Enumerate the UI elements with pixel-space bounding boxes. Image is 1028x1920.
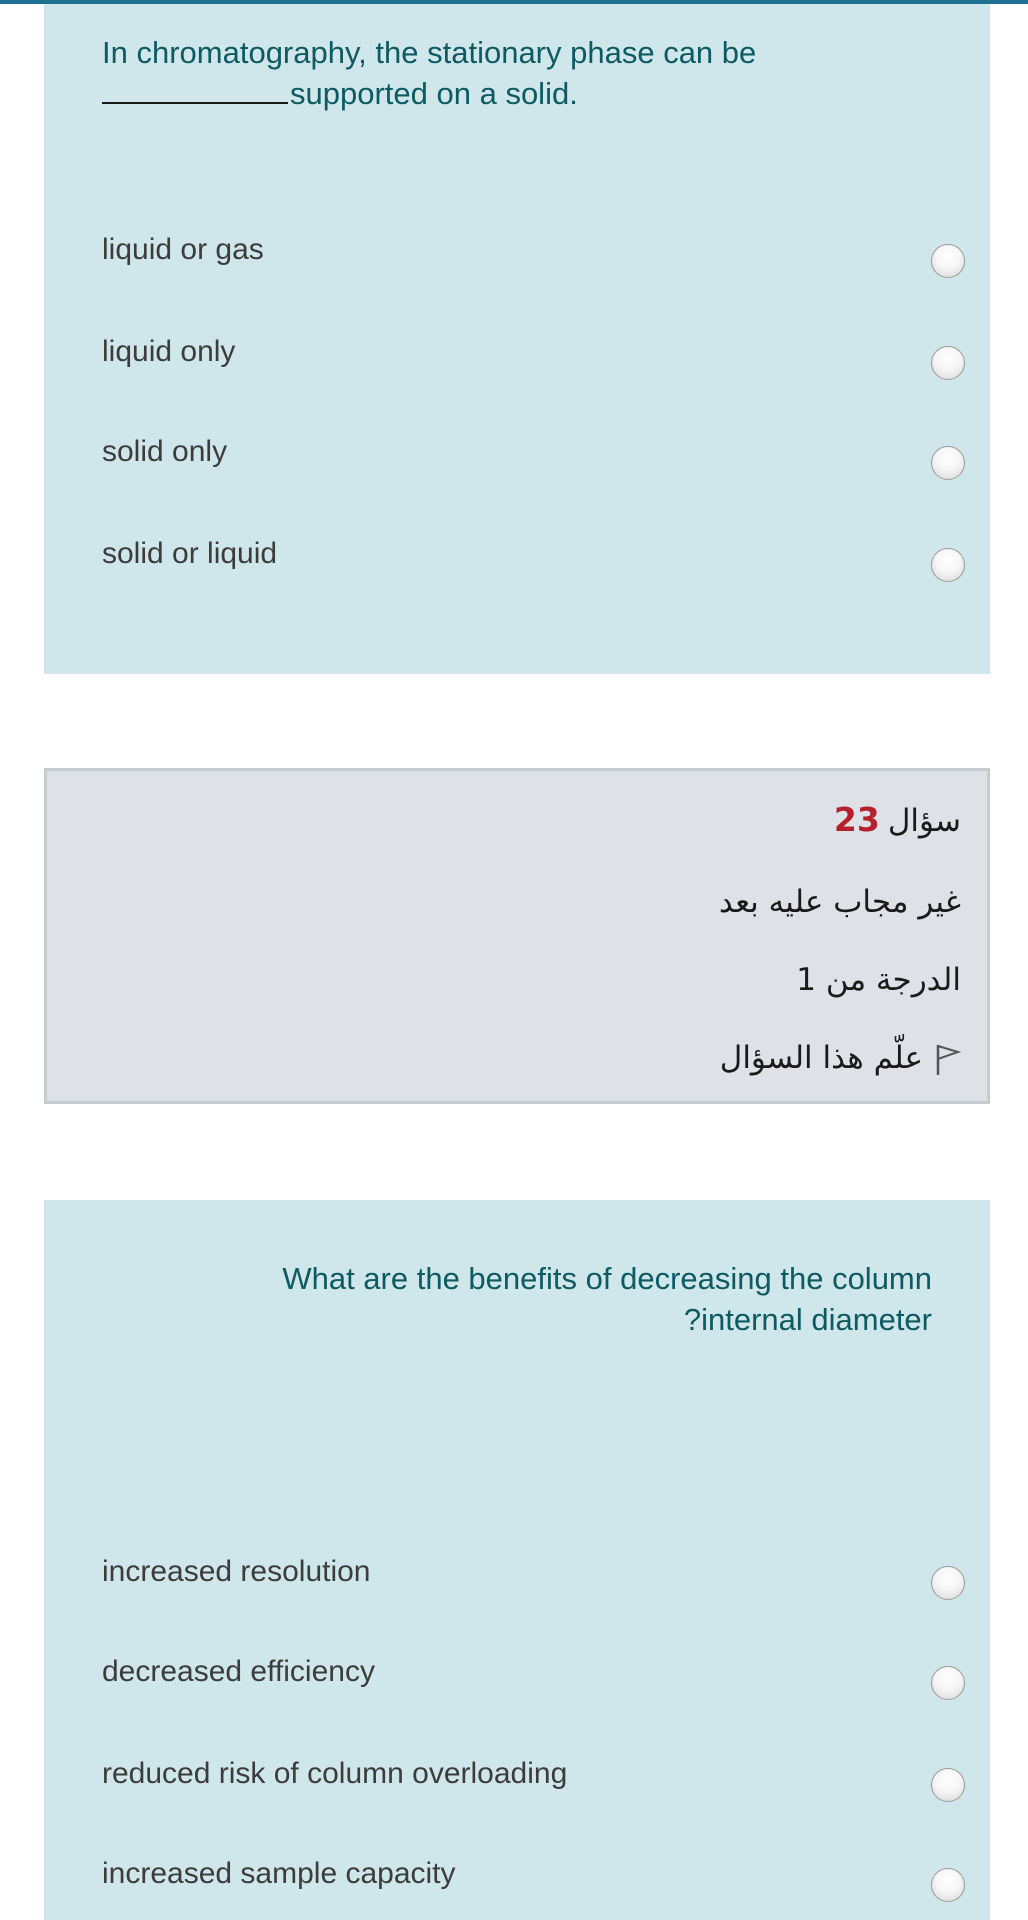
answer-label: increased sample capacity: [102, 1857, 456, 1890]
question-23-text: [172, 1258, 932, 1340]
radio-button[interactable]: [931, 1566, 965, 1600]
radio-button[interactable]: [931, 1868, 965, 1902]
radio-button[interactable]: [931, 346, 965, 380]
radio-button[interactable]: [931, 1666, 965, 1700]
answer-option[interactable]: [102, 332, 990, 392]
question-22-text: [102, 32, 942, 114]
question-grade: الدرجة من 1: [796, 962, 961, 998]
question-number-value: 23: [833, 800, 880, 839]
question-22-panel: [44, 4, 990, 674]
answer-option[interactable]: [102, 534, 990, 594]
radio-button[interactable]: [931, 244, 965, 278]
question-22-text-line2: [102, 73, 942, 114]
answer-label: increased resolution: [102, 1555, 371, 1588]
answer-label: reduced risk of column overloading: [102, 1757, 568, 1790]
answer-option[interactable]: [102, 1652, 990, 1712]
answer-option[interactable]: [102, 230, 990, 290]
question-number-word: سؤال: [887, 803, 961, 839]
radio-button[interactable]: [931, 1768, 965, 1802]
answer-label: solid only: [102, 435, 228, 468]
answer-option[interactable]: [102, 1854, 990, 1914]
question-number: [834, 799, 961, 842]
flag-outline-icon[interactable]: [935, 1043, 961, 1077]
question-23-info-box: [44, 768, 990, 1104]
fill-in-blank: [102, 102, 288, 104]
question-22-text-line1: In chromatography, the stationary phase can be: [102, 35, 757, 70]
question-22-text-line2-content: supported on a solid.: [290, 76, 578, 111]
flag-question-label[interactable]: علّم هذا السؤال: [719, 1040, 923, 1076]
question-23-text-line2: ?internal diameter: [683, 1302, 932, 1337]
answer-option[interactable]: [102, 432, 990, 492]
flag-question-link[interactable]: [720, 1037, 961, 1079]
answer-option[interactable]: [102, 1552, 990, 1612]
answer-option[interactable]: [102, 1754, 990, 1814]
answer-label: liquid or gas: [102, 233, 264, 266]
radio-button[interactable]: [931, 446, 965, 480]
question-state: غير مجاب عليه بعد: [718, 884, 961, 920]
radio-button[interactable]: [931, 548, 965, 582]
answer-label: decreased efficiency: [102, 1655, 375, 1688]
answer-label: solid or liquid: [102, 537, 278, 570]
answer-label: liquid only: [102, 335, 236, 368]
question-23-text-line1: What are the benefits of decreasing the column: [282, 1261, 932, 1296]
question-23-panel: [44, 1200, 990, 1920]
